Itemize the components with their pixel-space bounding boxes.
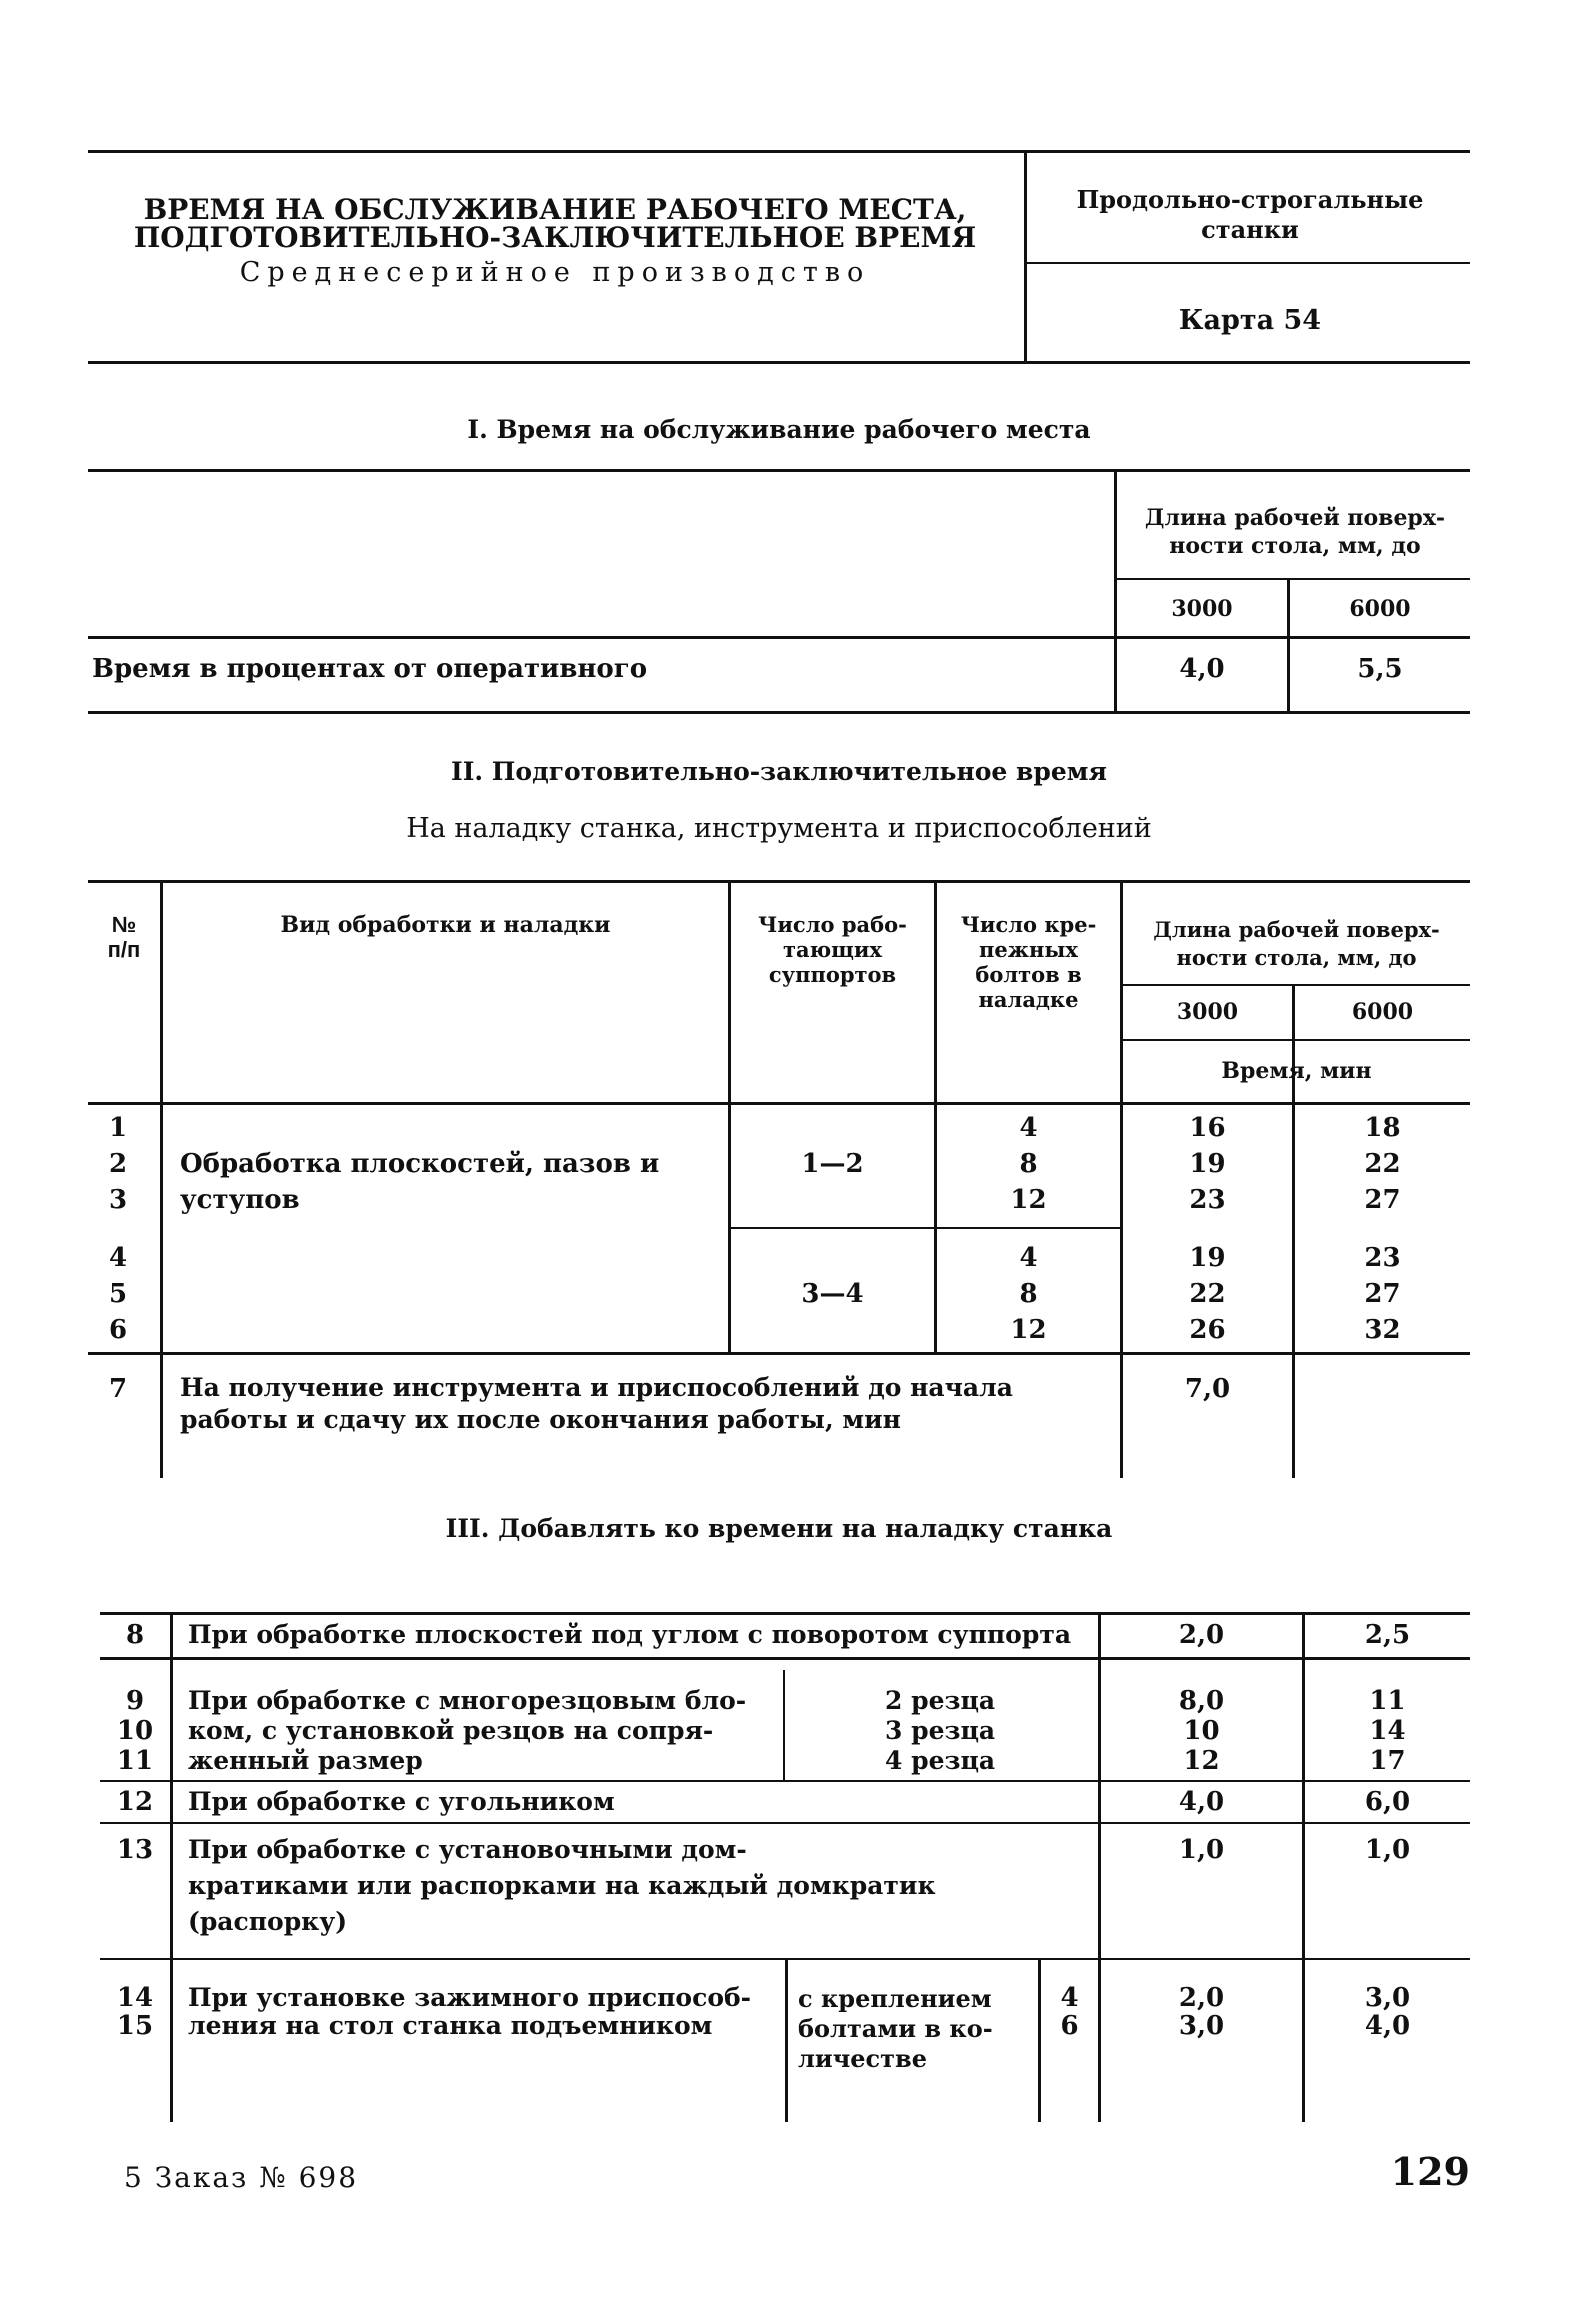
s2-header-bottom-rule: [88, 1102, 1470, 1105]
s1-col-3000: 3000: [1171, 596, 1233, 622]
s2-vline-num: [160, 880, 163, 1478]
s3-r14-nums: 14 15: [116, 1983, 154, 2041]
header-card-rule: [1027, 262, 1470, 264]
s2-row7-num: 7: [108, 1374, 128, 1404]
s3-r12-v1: 4,0: [1178, 1787, 1225, 1817]
s2-header-num: № п/п: [107, 912, 141, 962]
s3-r9-v1: 8,0 10 12: [1178, 1686, 1225, 1776]
s3-r13-v2: 1,0: [1364, 1835, 1411, 1865]
s3-r13-text: При обработке с установочными дом- кратиками или распорками на каждый домкратик (распорку): [188, 1835, 936, 1936]
section2-subtitle: На наладку станка, инструмента и приспособлений: [406, 813, 1152, 844]
s1-header-rule: [1117, 578, 1470, 580]
s3-r14-text: При установке зажимного приспособ- ления на стол станка подъемником: [188, 1983, 752, 2040]
s2-group1-bolts: 4 8 12: [1010, 1113, 1047, 1215]
s3-r8-v2: 2,5: [1364, 1620, 1411, 1650]
s3-r9-v2: 11 14 17: [1369, 1686, 1406, 1776]
s3-r8-num: 8: [125, 1620, 145, 1650]
s3-r12-num: 12: [116, 1787, 154, 1817]
s2-group2-t3000: 19 22 26: [1189, 1243, 1226, 1345]
s2-header-col-6000: 6000: [1351, 999, 1414, 1025]
s2-row7-value: 7,0: [1184, 1374, 1231, 1404]
s3-r13-num: 13: [116, 1835, 154, 1865]
s2-group2-supports: 3—4: [801, 1279, 864, 1309]
s3-r12-text: При обработке с угольником: [188, 1787, 615, 1816]
s2-header-bolts: Число кре- пежных болтов в наладке: [960, 912, 1097, 1012]
s3-r13-v1: 1,0: [1178, 1835, 1225, 1865]
machine-type-line2: станки: [1201, 215, 1299, 244]
s3-r9-nums: 9 10 11: [116, 1686, 154, 1776]
s2-header-supports: Число рабо- тающих суппортов: [758, 912, 907, 987]
s2-group1-t6000: 18 22 27: [1364, 1113, 1401, 1215]
s1-col-header-line2: ности стола, мм, до: [1169, 533, 1421, 559]
s3-r12-rule: [100, 1822, 1470, 1824]
s3-r9-cutters: 2 резца 3 резца 4 резца: [885, 1686, 996, 1775]
s3-r8-rule: [100, 1657, 1470, 1660]
s2-header-time: Время, мин: [1221, 1058, 1372, 1084]
s2-header-col-3000: 3000: [1176, 999, 1239, 1025]
s3-r14-v1: 2,0 3,0: [1178, 1983, 1225, 2041]
s3-r8-text: При обработке плоскостей под углом с поворотом суппорта: [188, 1620, 1072, 1649]
section1-title: I. Время на обслуживание рабочего места: [467, 415, 1091, 444]
s2-group2-t6000: 23 27 32: [1364, 1243, 1401, 1345]
s2-group2-nums: 4 5 6: [108, 1243, 128, 1345]
machine-type-line1: Продольно-строгальные: [1076, 185, 1424, 214]
header-title-line2: ПОДГОТОВИТЕЛЬНО-ЗАКЛЮЧИТЕЛЬНОЕ ВРЕМЯ: [133, 221, 977, 254]
header-bottom-rule: [88, 361, 1470, 364]
header-title-line1: ВРЕМЯ НА ОБСЛУЖИВАНИЕ РАБОЧЕГО МЕСТА,: [143, 193, 967, 226]
section3-title: III. Добавлять ко времени на наладку станка: [445, 1514, 1113, 1543]
s2-group-rule: [731, 1227, 1120, 1229]
header-top-rule: [88, 150, 1470, 153]
s1-value-3000: 4,0: [1179, 654, 1225, 684]
s2-group1-t3000: 16 19 23: [1189, 1113, 1226, 1215]
s2-group2-bolts: 4 8 12: [1010, 1243, 1047, 1345]
s1-value-6000: 5,5: [1357, 654, 1403, 684]
s1-col-header-line1: Длина рабочей поверх-: [1144, 505, 1446, 531]
s3-vline-mount: [785, 1958, 788, 2122]
s1-row-rule: [88, 636, 1470, 639]
s2-cols-rule: [1123, 1039, 1470, 1041]
s3-vline-cutters: [783, 1670, 785, 1780]
header-divider: [1024, 150, 1027, 364]
footer-order: 5 Заказ № 698: [124, 2161, 359, 2194]
s2-top-rule: [88, 880, 1470, 883]
s1-top-rule: [88, 469, 1470, 472]
page-number: 129: [1390, 2149, 1470, 2194]
s2-row6-rule: [88, 1352, 1470, 1355]
s1-col-6000: 6000: [1349, 596, 1411, 622]
card-number: Карта 54: [1178, 305, 1322, 336]
s3-r9-text: При обработке с многорезцовым бло- ком, с установкой резцов на сопря- женный размер: [188, 1686, 747, 1775]
s3-r14-counts: 4 6: [1060, 1983, 1079, 2041]
s2-row7-text: На получение инструмента и приспособлений до начала работы и сдачу их после окончания работы, мин: [180, 1373, 1013, 1434]
s1-row-label: Время в процентах от оперативного: [92, 654, 648, 684]
s3-r8-v1: 2,0: [1178, 1620, 1225, 1650]
s3-vline-num: [170, 1612, 173, 2122]
s3-top-rule: [100, 1612, 1470, 1615]
section2-title: II. Подготовительно-заключительное время: [451, 757, 1107, 786]
s2-work-text: Обработка плоскостей, пазов и уступов: [180, 1149, 660, 1215]
s3-vline-counts: [1038, 1958, 1041, 2122]
s2-group1-supports: 1—2: [801, 1149, 864, 1179]
s2-header-kind: Вид обработки и наладки: [280, 912, 611, 938]
s2-group1-nums: 1 2 3: [108, 1113, 128, 1215]
s2-length-rule: [1123, 984, 1470, 986]
s3-r12-v2: 6,0: [1364, 1787, 1411, 1817]
s1-bottom-rule: [88, 711, 1470, 714]
s3-r11-rule: [100, 1780, 1470, 1782]
s3-r14-mount: с креплением болтами в ко- личестве: [798, 1984, 993, 2073]
header-subtitle: Среднесерийное производство: [239, 257, 871, 288]
s2-header-length: Длина рабочей поверх- ности стола, мм, до: [1153, 917, 1440, 970]
s3-r14-v2: 3,0 4,0: [1364, 1983, 1411, 2041]
